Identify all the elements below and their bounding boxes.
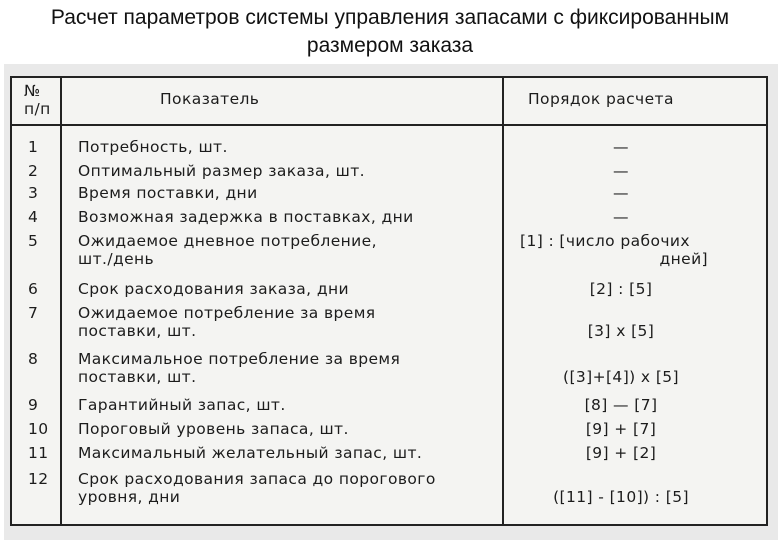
row-calc: [1] : [число рабочих дней]	[520, 232, 708, 268]
row-number: 1	[28, 138, 39, 156]
header-num	[24, 82, 51, 118]
row-number: 5	[28, 232, 39, 250]
column-divider	[60, 78, 62, 524]
row-calc: [9] + [7]	[585, 420, 657, 438]
row-number: 8	[28, 350, 39, 368]
row-number: 2	[28, 162, 39, 180]
row-number: 7	[28, 304, 39, 322]
row-calc: ([11] - [10]) : [5]	[553, 488, 689, 506]
row-number: 11	[28, 444, 49, 462]
header-divider	[12, 124, 766, 126]
header-num-line1: №	[24, 82, 41, 100]
row-calc: —	[613, 162, 629, 180]
row-number: 3	[28, 184, 39, 202]
header-calc: Порядок расчета	[528, 90, 674, 108]
scanned-table-image	[4, 64, 778, 540]
row-calc: [9] + [2]	[585, 444, 657, 462]
page-title	[0, 4, 780, 60]
row-number: 10	[28, 420, 49, 438]
row-indicator: Ожидаемое дневное потребление, шт./день	[78, 232, 377, 268]
row-calc: —	[613, 184, 629, 202]
row-indicator: Максимальный желательный запас, шт.	[78, 444, 423, 462]
row-number: 4	[28, 208, 39, 226]
row-calc: [8] — [7]	[584, 396, 658, 414]
row-number: 9	[28, 396, 39, 414]
row-calc: [2] : [5]	[589, 280, 653, 298]
row-calc: —	[613, 208, 629, 226]
row-indicator: Гарантийный запас, шт.	[78, 396, 286, 414]
row-indicator: Ожидаемое потребление за время поставки, шт.	[78, 304, 376, 340]
row-calc: [3] х [5]	[587, 322, 655, 340]
row-indicator: Возможная задержка в поставках, дни	[78, 208, 414, 226]
row-number: 12	[28, 470, 49, 488]
row-indicator: Срок расходования заказа, дни	[78, 280, 349, 298]
row-indicator: Потребность, шт.	[78, 138, 228, 156]
title-line-2: размером заказа	[306, 34, 474, 57]
table	[10, 76, 768, 526]
row-indicator: Срок расходования запаса до порогового уровня, дни	[78, 470, 436, 506]
header-indicator: Показатель	[160, 90, 260, 108]
row-indicator: Время поставки, дни	[78, 184, 258, 202]
row-calc: ([3]+[4]) х [5]	[563, 368, 679, 386]
row-indicator: Оптимальный размер заказа, шт.	[78, 162, 365, 180]
header-num-line2: п/п	[24, 100, 51, 118]
column-divider	[502, 78, 504, 524]
row-calc: —	[613, 138, 629, 156]
row-indicator: Максимальное потребление за время поставки, шт.	[78, 350, 401, 386]
row-indicator: Пороговый уровень запаса, шт.	[78, 420, 349, 438]
row-number: 6	[28, 280, 39, 298]
title-line-1: Расчет параметров системы управления запасами с фиксированным	[50, 6, 730, 29]
